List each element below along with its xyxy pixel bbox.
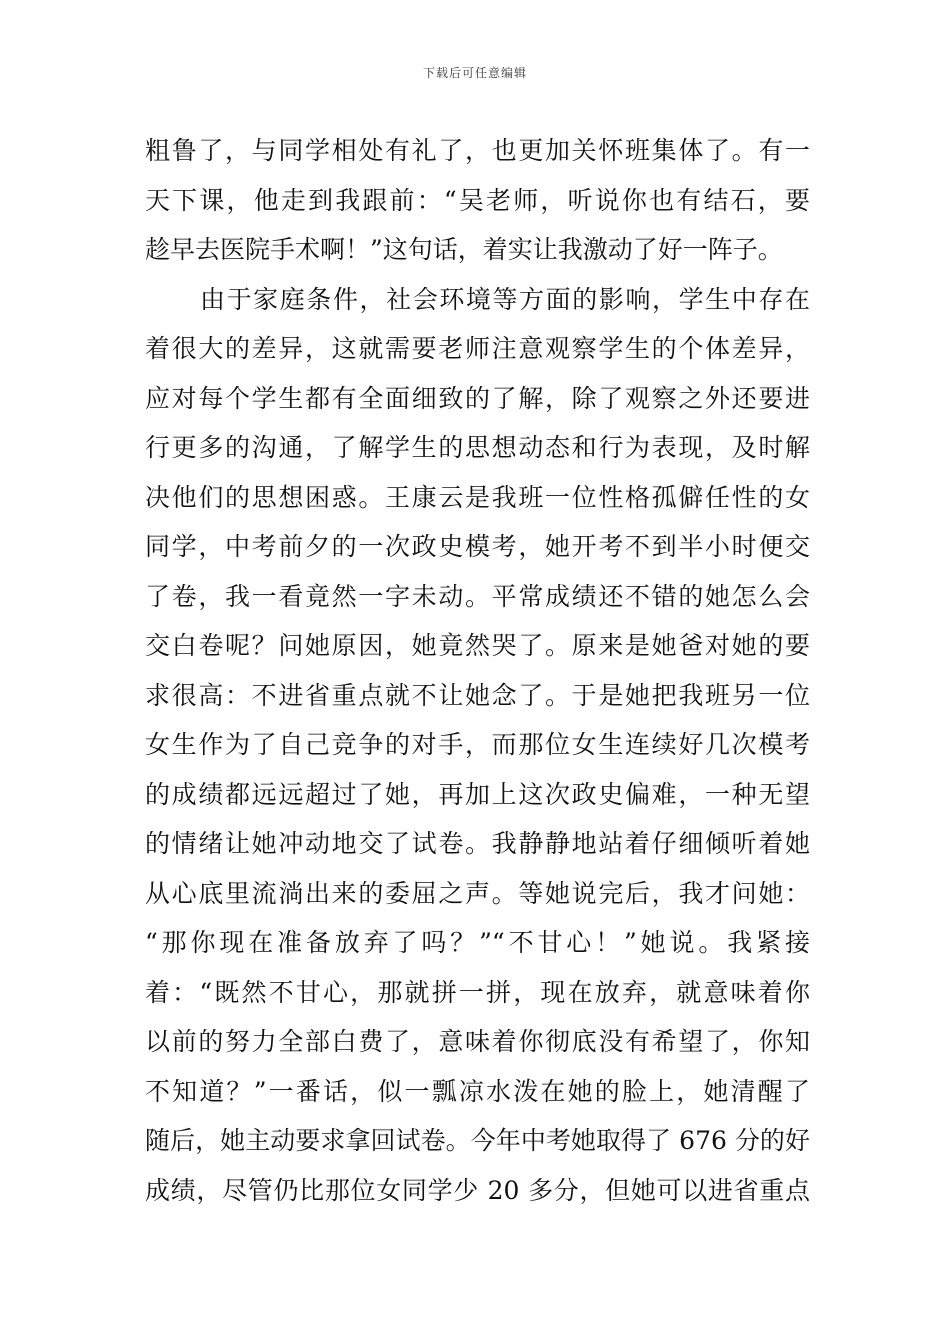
text-line: 的成绩都远远超过了她，再加上这次政史偏难，一种无望: [145, 779, 810, 809]
text-line: 天下课，他走到我跟前：“吴老师，听说你也有结石，要: [145, 185, 810, 215]
text-line: 粗鲁了，与同学相处有礼了，也更加关怀班集体了。有一: [145, 136, 810, 165]
text-line: 了卷，我一看竟然一字未动。平常成绩还不错的她怎么会: [145, 581, 810, 611]
text-line: 行更多的沟通，了解学生的思想动态和行为表现，及时解: [145, 433, 810, 462]
text-line: 的情绪让她冲动地交了试卷。我静静地站着仔细倾听着她: [145, 829, 810, 858]
text-line: 成绩，尽管仍比那位女同学少 20 多分，但她可以进省重点: [145, 1175, 810, 1205]
text-line: 求很高：不进省重点就不让她念了。于是她把我班另一位: [145, 680, 810, 710]
page-header: 下载后可任意编辑: [422, 66, 527, 80]
text-line: 决他们的思想困惑。王康云是我班一位性格孤僻任性的女: [145, 482, 810, 512]
text-line: 以前的努力全部白费了，意味着你彻底没有希望了，你知: [145, 1027, 810, 1056]
text-line: 着很大的差异，这就需要老师注意观察学生的个体差异，: [145, 334, 810, 363]
text-line: 随后，她主动要求拿回试卷。今年中考她取得了 676 分的好: [145, 1126, 810, 1155]
text-line: 着：“既然不甘心，那就拼一拼，现在放弃，就意味着你: [145, 977, 810, 1007]
text-line: 不知道？”一番话，似一瓢凉水泼在她的脸上，她清醒了: [145, 1076, 810, 1106]
text-line: “那你现在准备放弃了吗？”“不甘心！”她说。我紧接: [145, 928, 810, 957]
body-text: [145, 126, 810, 1215]
text-line: 女生作为了自己竞争的对手，而那位女生连续好几次模考: [145, 730, 810, 759]
text-line: 交白卷呢？问她原因，她竟然哭了。原来是她爸对她的要: [145, 631, 810, 660]
text-line: 同学，中考前夕的一次政史模考，她开考不到半小时便交: [145, 532, 810, 561]
text-line: 由于家庭条件，社会环境等方面的影响，学生中存在: [200, 284, 810, 314]
text-line: 趁早去医院手术啊！”这句话，着实让我激动了好一阵子。: [145, 235, 783, 264]
text-line: 应对每个学生都有全面细致的了解，除了观察之外还要进: [145, 383, 810, 413]
text-line: 从心底里流淌出来的委屈之声。等她说完后，我才问她：: [145, 878, 810, 908]
